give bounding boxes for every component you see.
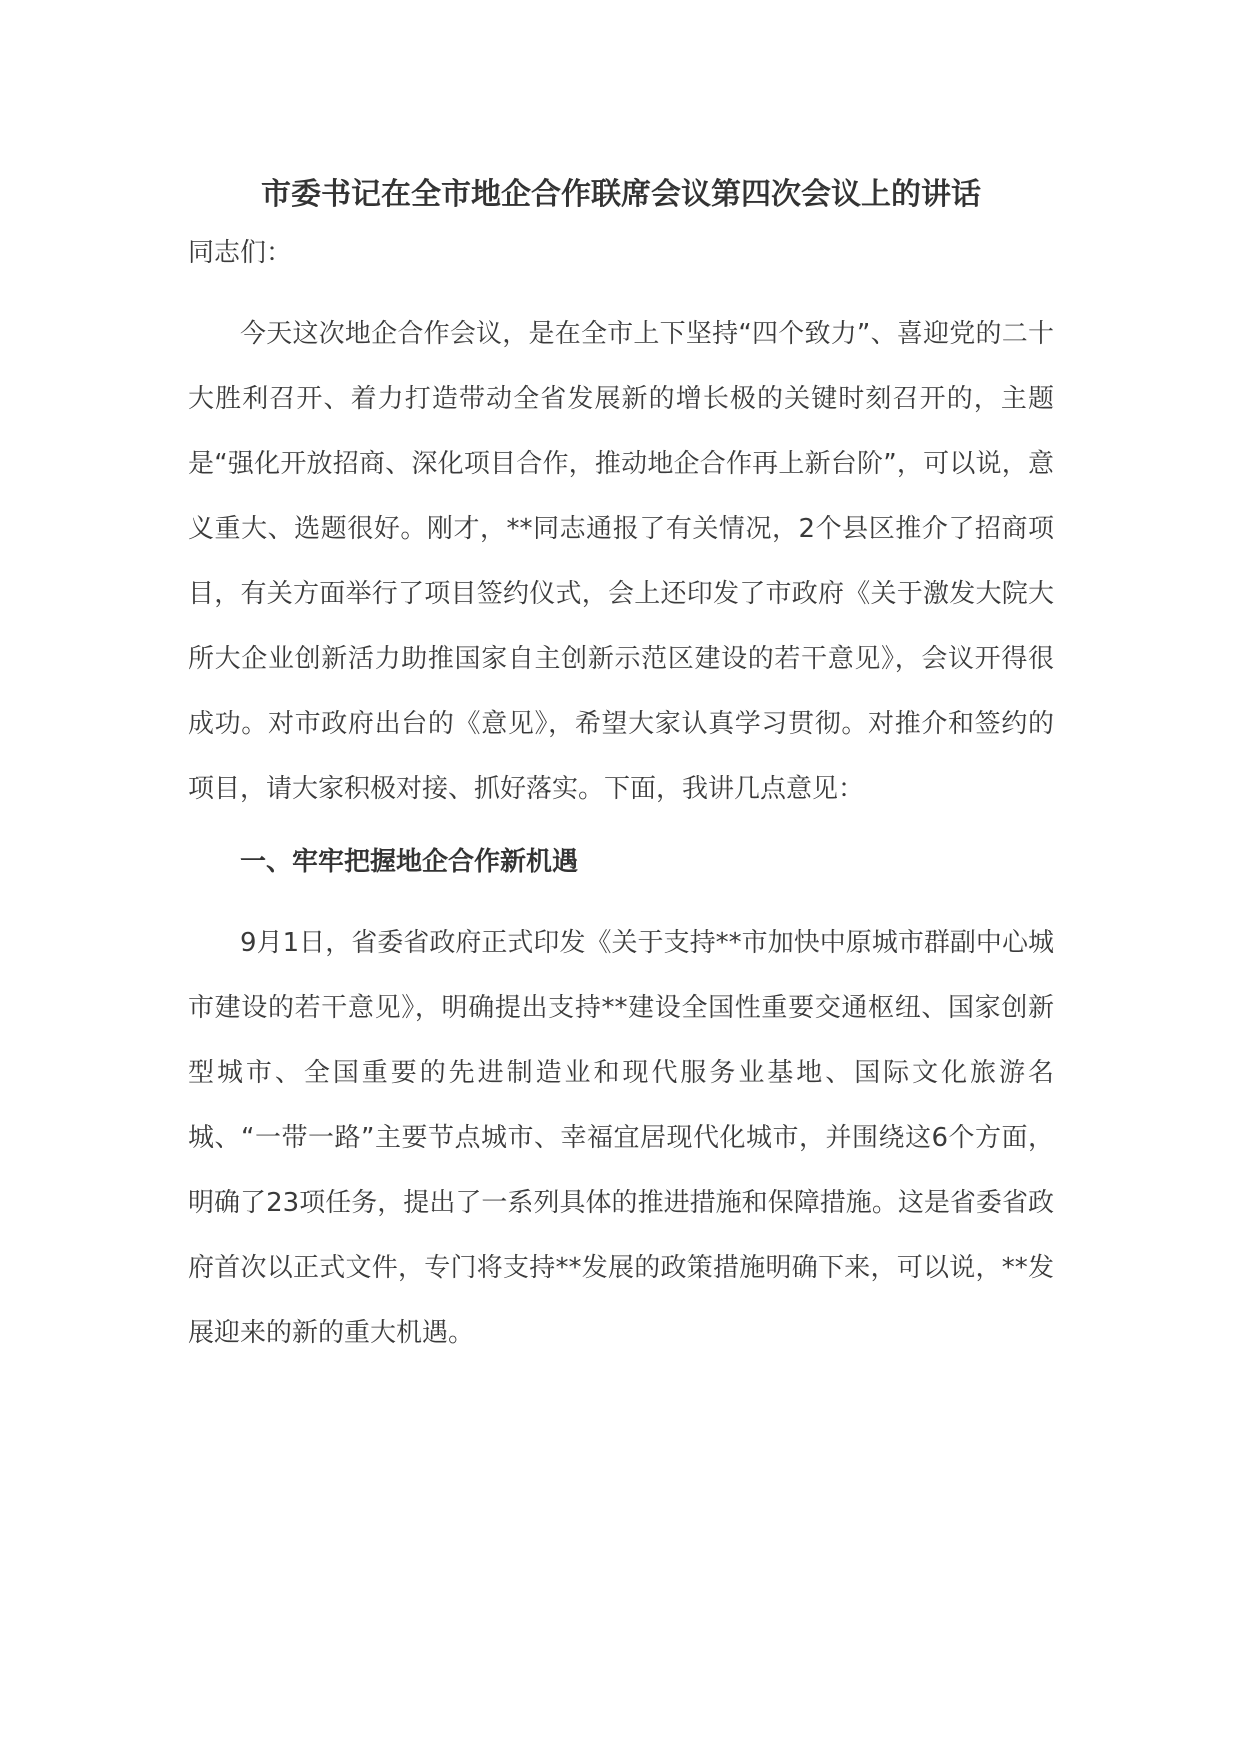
document-body xyxy=(188,170,1054,1381)
paragraph-intro: 今天这次地企合作会议，是在全市上下坚持“四个致力”、喜迎党的二十大胜利召开、着力打造带动全省发展新的增长极的关键时刻召开的，主题是“强化开放招商、深化项目合作，推动地企合作再上新台阶”，可以说，意义重大、选题很好。刚才，**同志通报了有关情况，2个县区推介了招商项目，有关方面举行了项目签约仪式，会上还印发了市政府《关于激发大院大所大企业创新活力助推国家自主创新示范区建设的若干意见》，会议开得很成功。对市政府出台的《意见》，希望大家认真学习贯彻。对推介和签约的项目，请大家积极对接、抓好落实。下面，我讲几点意见： xyxy=(188,319,1054,804)
paragraph-section-1: 9月1日，省委省政府正式印发《关于支持**市加快中原城市群副中心城市建设的若干意见》，明确提出支持**建设全国性重要交通枢纽、国家创新型城市、全国重要的先进制造业和现代服务业基地、国际文化旅游名城、“一带一路”主要节点城市、幸福宜居现代化城市，并围绕这6个方面，明确了23项任务，提出了一系列具体的推进措施和保障措施。这是省委省政府首次以正式文件，专门将支持**发展的政策措施明确下来，可以说，**发展迎来的新的重大机遇。 xyxy=(188,928,1054,1348)
section-heading-1: 一、牢牢把握地企合作新机遇 xyxy=(240,847,579,877)
salutation: 同志们： xyxy=(188,238,293,268)
document-title: 市委书记在全市地企合作联席会议第四次会议上的讲话 xyxy=(261,177,981,212)
